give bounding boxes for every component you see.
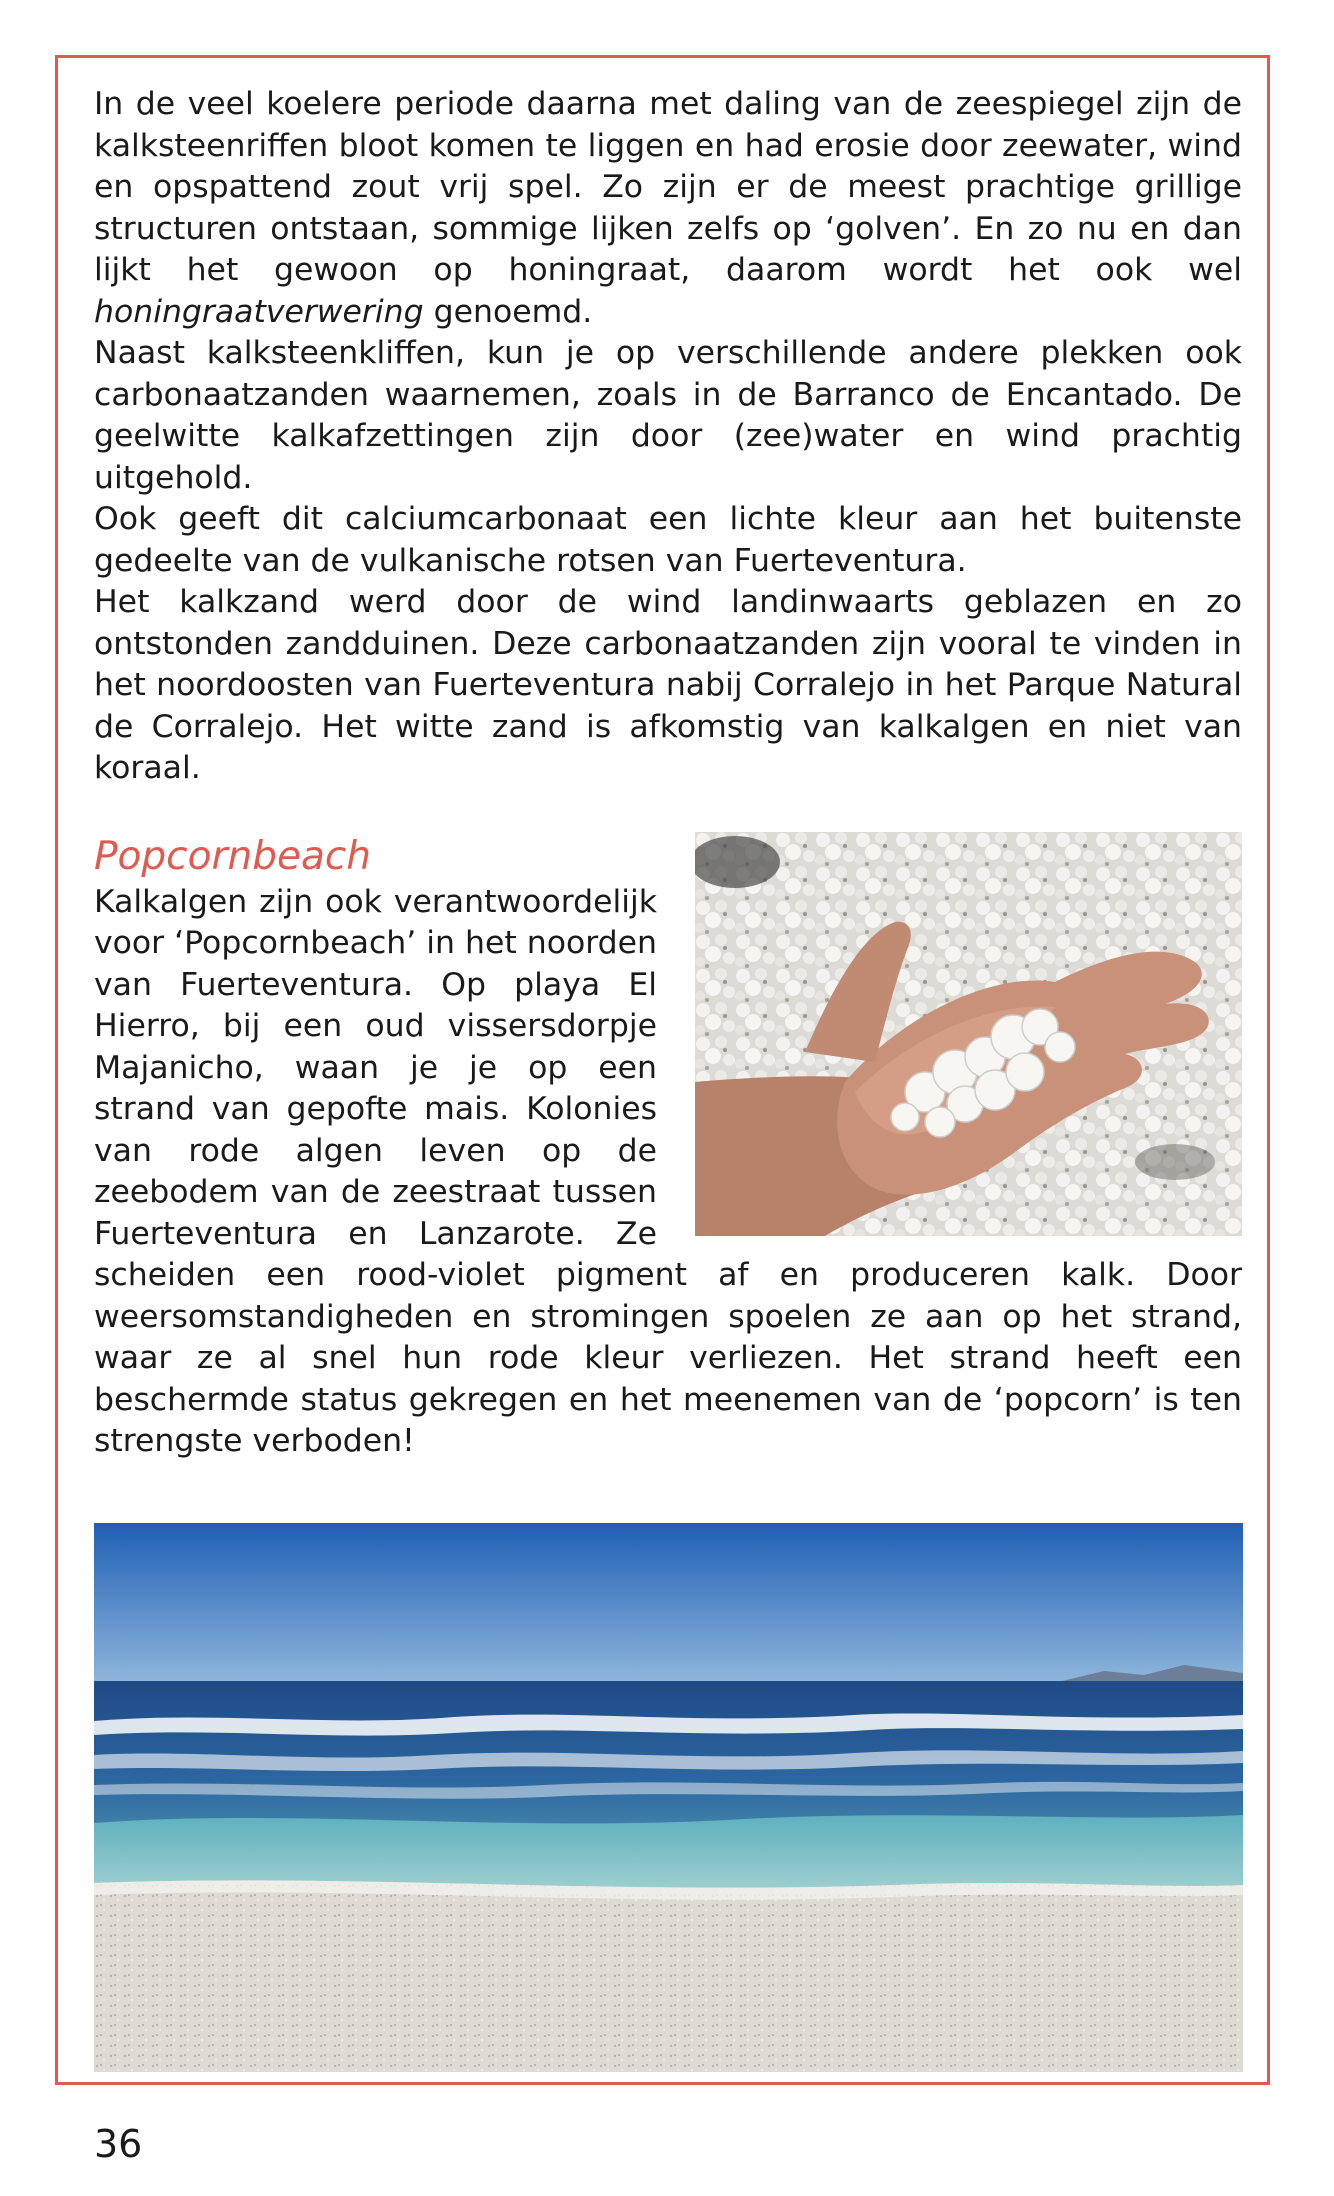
- page-number: 36: [94, 2122, 143, 2166]
- hand-popcorn-photo: [695, 832, 1242, 1236]
- paragraph-2: Naast kalksteenkliffen, kun je op verschillende andere plekken ook carbonaatzanden waarnemen, zoals in de Barranco de Encantado. De geelwitte kalkafzettingen zijn door (zee)water en wind prachtig uitgehold.: [94, 335, 1242, 496]
- ocean-beach-photo: [94, 1523, 1243, 2072]
- paragraph-4: Het kalkzand werd door de wind landinwaarts geblazen en zo ontstonden zandduinen. Deze carbonaatzanden zijn vooral te vinden in het noordoosten van Fuerteventura nabij Corralejo in het Parque Natural de Corralejo. Het witte zand is afkomstig van kalkalgen en niet van koraal.: [94, 584, 1242, 786]
- paragraph-1: [94, 84, 1242, 333]
- paragraph-3: Ook geeft dit calciumcarbonaat een lichte kleur aan het buitenste gedeelte van de vulkanische rotsen van Fuerteventura.: [94, 501, 1242, 579]
- article-body: [94, 84, 1242, 1463]
- paragraph-1-end: genoemd.: [423, 293, 593, 330]
- paragraph-1-text: In de veel koelere periode daarna met daling van de zeespiegel zijn de kalksteenriffen bloot komen te liggen en had erosie door zeewater, wind en opspattend zout vrij spel. Zo zijn er de meest prachtige grillige structuren ontstaan, sommige lijken zelfs op ‘golven’. En zo nu en dan lijkt het gewoon op honingraat, daarom wordt het ook wel: [94, 86, 1242, 288]
- section-heading: Popcornbeach: [94, 833, 371, 879]
- popcornbeach-paragraph: Kalkalgen zijn ook verantwoordelijk voor ‘Popcornbeach’ in het noorden van Fuerteventura. Op playa El Hierro, bij een oud vissersdorpje Majanicho, waan je je op een strand van gepofte mais. Kolonies van rode algen leven op de zeebodem van de zeestraat tussen Fuerteventura en Lanzarote. Ze scheiden een rood-violet pigment af en produceren kalk. Door weersomstandigheden en stromingen spoelen ze aan op het strand, waar ze al snel hun rode kleur verliezen. Het strand heeft een beschermde status gekregen en het meenemen van de ‘popcorn’ is ten strengste verboden!: [94, 883, 1242, 1459]
- term-honingraatverwering: honingraatverwering: [94, 293, 424, 330]
